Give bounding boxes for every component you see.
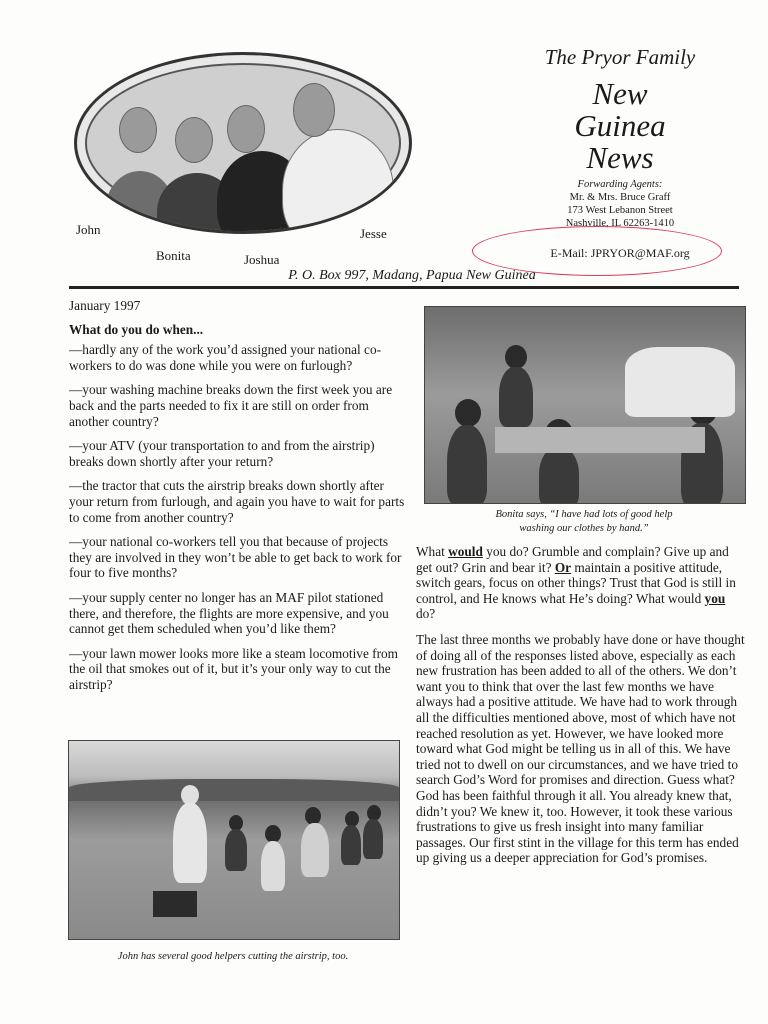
po-box-address: P. O. Box 997, Madang, Papua New Guinea [288, 268, 536, 283]
question-item: —your ATV (your transportation to and from the airstrip) breaks down shortly after your return? [69, 438, 375, 469]
text-run: do? [416, 606, 436, 622]
child-figure [505, 345, 527, 369]
child-figure [261, 841, 285, 891]
title-line-2: Guinea [574, 108, 666, 143]
washing-photo [424, 306, 746, 504]
child-figure [225, 829, 247, 871]
forwarding-agents [520, 178, 720, 230]
person-jesse [282, 129, 394, 234]
child-figure [363, 819, 383, 859]
washing-caption-line-2: washing our clothes by hand.” [519, 523, 649, 534]
left-column [69, 298, 405, 701]
head-jesse [293, 83, 335, 137]
caption-joshua: Joshua [244, 252, 280, 267]
newsletter-title [520, 78, 720, 174]
caption-bonita: Bonita [156, 248, 191, 263]
text-run: maintain a positive attitude, switch gears, focus on other things? Trust that God is still in control, and He knows what He’s doing? What would [416, 559, 736, 606]
child-figure [301, 823, 329, 877]
family-photo [74, 52, 412, 234]
forwarding-city: Nashville, IL 62263-1410 [565, 218, 675, 229]
emphasis-would: would [448, 544, 483, 559]
john-figure [181, 785, 199, 805]
mowing-photo [68, 740, 400, 940]
question-item: —your washing machine breaks down the first week you are back and the parts needed to fix it are still on order from another country? [69, 382, 393, 429]
section-heading: What do you do when... [69, 321, 204, 337]
child-figure [455, 399, 481, 427]
john-figure [173, 803, 207, 883]
text-run: What [416, 544, 449, 559]
head-bonita [175, 117, 213, 163]
issue-date: January 1997 [69, 298, 141, 313]
lawn-mower [153, 891, 197, 917]
title-line-1: New [592, 76, 648, 111]
adult-figure [625, 347, 735, 417]
question-item: —your lawn mower looks more like a steam locomotive from the oil that smokes out of it, but it’s your only way to cut the airstrip? [69, 645, 399, 692]
emphasis-you: you [704, 590, 726, 606]
question-item: —your national co-workers tell you that because of projects they are involved in they won’t be able to get back to work for four to five months? [69, 534, 402, 581]
head-john [119, 107, 157, 153]
child-figure [539, 447, 579, 504]
paragraph-2: The last three months we probably have done or have thought of doing all of the responses listed above, especially as each new frustration has been added to all of the others. We don’t want you to think that over the last few months we have always had a positive attitude. We have had to work through all the difficulties mentioned above, most of which have not reached resolution as yet. However, we have looked more toward what God might be telling us in all of this. We have tried not to dwell on our circumstances, and we have tried to search God’s Word for promises and direction. Guess what? God has been faithful through it all. You already knew that, didn’t you? We knew it, too. However, it took these various frustrations to give us fresh insight into many familiar passages. Our first stint in the village for this term has ended up giving us a deeper appreciation for God’s promises. [416, 631, 745, 866]
forwarding-street: 173 West Lebanon Street [567, 205, 673, 216]
washing-caption-line-1: Bonita says, “I have had lots of good help [495, 509, 673, 520]
child-figure [447, 425, 487, 504]
title-line-3: News [586, 140, 654, 175]
caption-jesse: Jesse [360, 226, 387, 241]
forwarding-label: Forwarding Agents: [577, 179, 663, 190]
header-divider [69, 286, 739, 289]
washing-caption [424, 508, 744, 536]
text-run: you do? Grumble and complain? Give up and get out? Grin and bear it? [416, 544, 729, 575]
child-figure [499, 367, 533, 427]
email-address: E-Mail: JPRYOR@MAF.org [550, 246, 690, 260]
child-figure [341, 825, 361, 865]
emphasis-or: Or [554, 559, 572, 575]
tree-line [69, 779, 399, 801]
caption-john: John [76, 222, 101, 237]
forwarding-names: Mr. & Mrs. Bruce Graff [569, 192, 671, 203]
right-column [416, 544, 746, 876]
question-item: —the tractor that cuts the airstrip breaks down shortly after your return from furlough, and again you have to wait for parts to come from another country? [69, 478, 405, 525]
head-joshua [227, 105, 265, 153]
question-item: —your supply center no longer has an MAF pilot stationed there, and therefore, the flights are more expensive, and you cannot get them scheduled when you’d like them? [69, 589, 389, 637]
question-item: —hardly any of the work you’d assigned your national co-workers to do was done while you were on furlough? [69, 342, 382, 373]
paragraph-1 [416, 544, 746, 622]
mowing-caption: John has several good helpers cutting the airstrip, too. [117, 951, 349, 962]
family-name: The Pryor Family [544, 45, 696, 69]
wash-table [495, 427, 705, 453]
